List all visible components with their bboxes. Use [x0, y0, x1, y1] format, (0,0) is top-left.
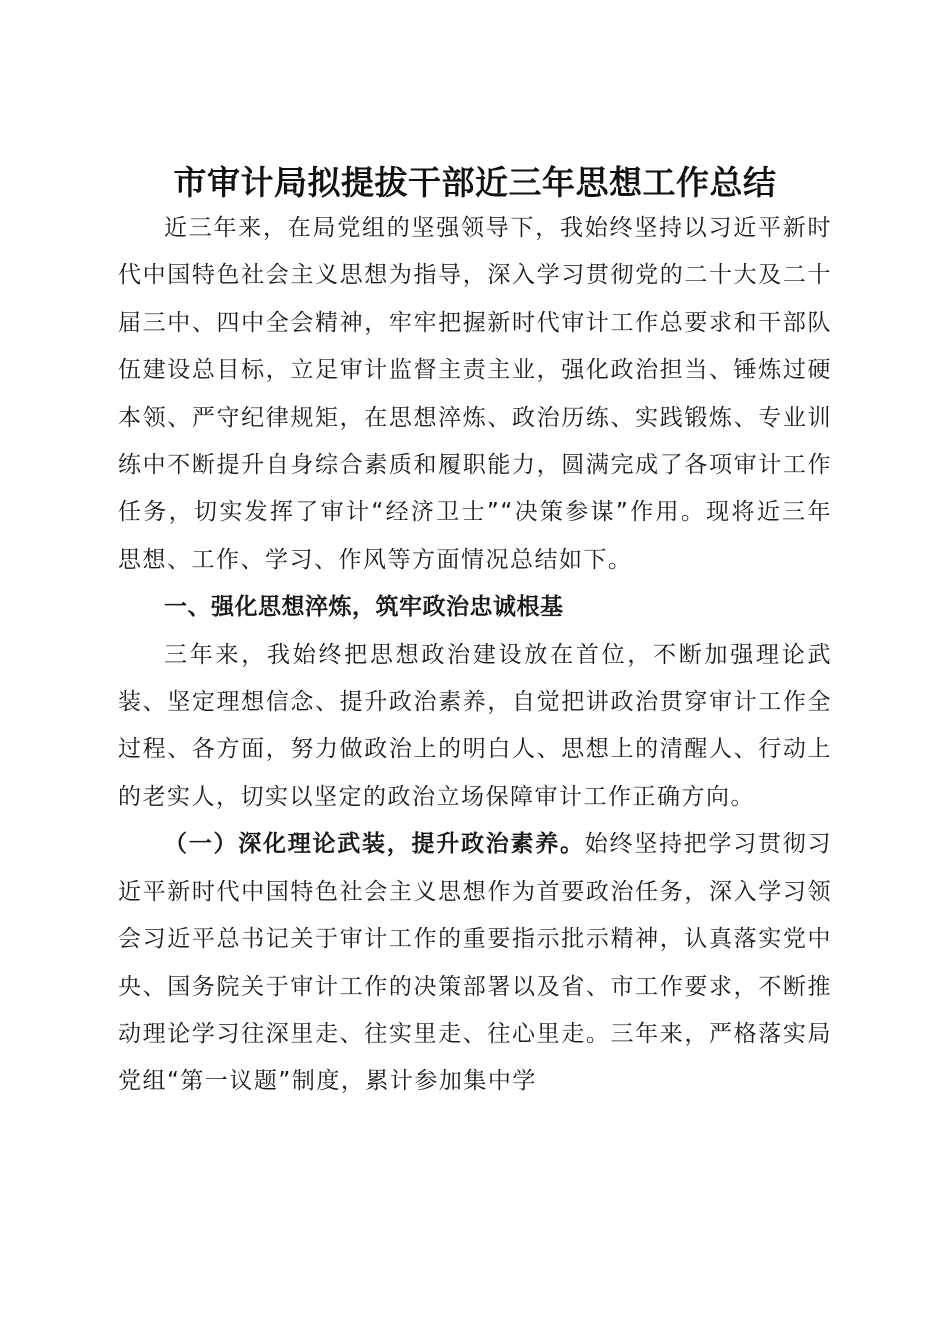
intro-paragraph: 近三年来，在局党组的坚强领导下，我始终坚持以习近平新时代中国特色社会主义思想为指导，深入学习贯彻党的二十大及二十届三中、四中全会精神，牢牢把握新时代审计工作总要求和干部队伍建设总目标，立足审计监督主责主业，强化政治担当、锤炼过硬本领、严守纪律规矩，在思想淬炼、政治历练、实践锻炼、专业训练中不断提升自身综合素质和履职能力，圆满完成了各项审计工作任务，切实发挥了审计“经济卫士”“决策参谋”作用。现将近三年思想、工作、学习、作风等方面情况总结如下。: [118, 215, 832, 573]
subsection-text: 始终坚持把学习贯彻习近平新时代中国特色社会主义思想作为首要政治任务，深入学习领会习近平总书记关于审计工作的重要指示批示精神，认真落实党中央、国务院关于审计工作的决策部署以及省、市工作要求，不断推动理论学习往深里走、往实里走、往心里走。三年来，严格落实局党组“第一议题”制度，累计参加集中学: [118, 831, 832, 1095]
document-body: [118, 205, 832, 1106]
subsection-paragraph: [118, 821, 832, 1105]
section-1-paragraph: 三年来，我始终把思想政治建设放在首位，不断加强理论武装、坚定理想信念、提升政治素养，自觉把讲政治贯穿审计工作全过程、各方面，努力做政治上的明白人、思想上的清醒人、行动上的老实人，切实以坚定的政治立场保障审计工作正确方向。: [118, 641, 832, 810]
section-heading-1: 一、强化思想淬炼，筑牢政治忠诚根基: [164, 594, 564, 621]
document-title: 市审计局拟提拔干部近三年思想工作总结: [173, 163, 777, 203]
subsection-heading: （一）深化理论武装，提升政治素养。: [164, 831, 585, 858]
